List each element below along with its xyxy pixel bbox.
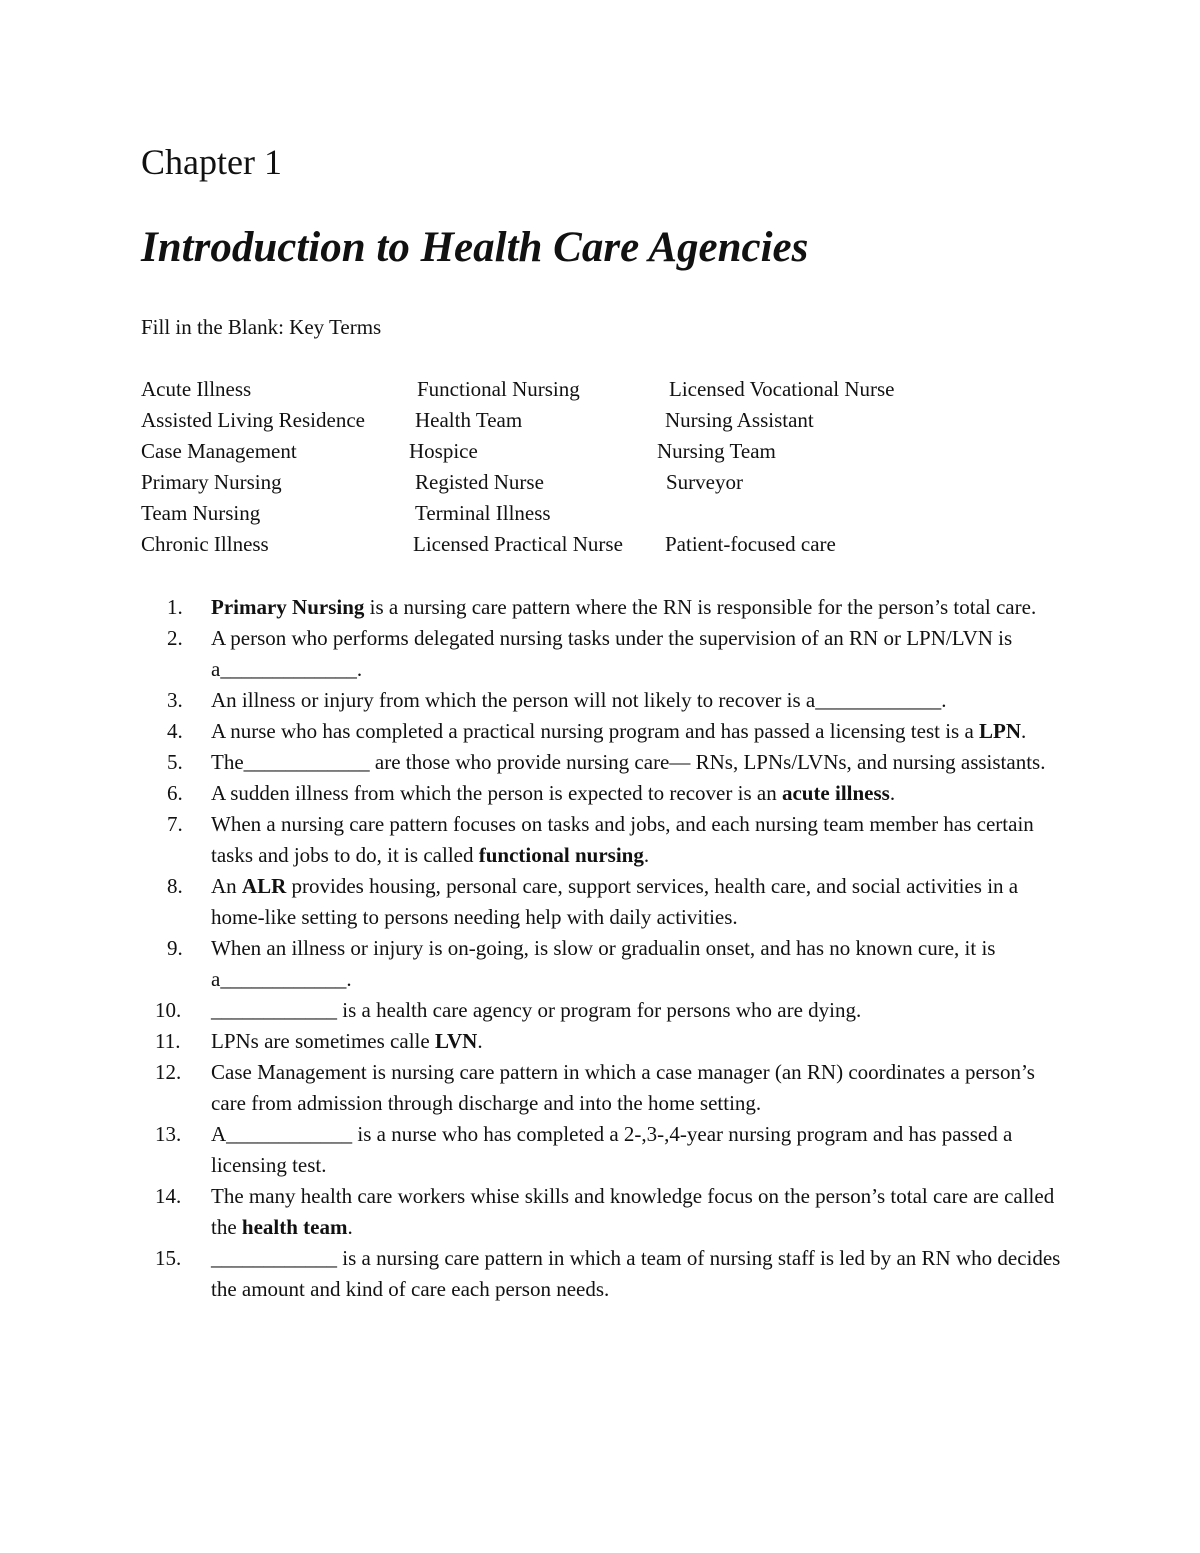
question-text-segment: A person who performs delegated nursing tasks under the supervision of an RN or LPN/LVN is a_____________. <box>211 626 1013 681</box>
chapter-label: Chapter 1 <box>141 142 282 182</box>
key-term: Health Team <box>415 408 523 432</box>
key-term: Terminal Illness <box>415 501 551 525</box>
question-item <box>141 778 1061 809</box>
question-text-segment: provides housing, personal care, support services, health care, and social activities in a home-like setting to persons needing help with daily activities. <box>211 874 1019 929</box>
question-text-segment: is a nursing care pattern where the RN is responsible for the person’s total care. <box>364 595 1037 619</box>
question-number: 7. <box>167 812 183 836</box>
question-text <box>211 812 1034 867</box>
answer-term: LVN <box>434 1029 478 1053</box>
question-text <box>211 750 1045 774</box>
question-item <box>141 1119 1061 1181</box>
question-number: 3. <box>167 688 183 712</box>
answer-term: Primary Nursing <box>211 595 365 619</box>
question-number: 9. <box>167 936 183 960</box>
question-text-segment: When a nursing care pattern focuses on tasks and jobs, and each nursing team member has certain tasks and jobs to do, it is called <box>211 812 1034 867</box>
question-text-segment: . <box>1021 719 1027 743</box>
question-number: 11. <box>155 1029 181 1053</box>
question-text <box>211 626 1012 681</box>
question-text <box>211 1246 1060 1301</box>
question-item <box>141 933 1061 995</box>
page-title: Introduction to Health Care Agencies <box>141 224 809 271</box>
key-term: Hospice <box>409 439 478 463</box>
question-text <box>211 1060 1035 1115</box>
section-heading: Fill in the Blank: Key Terms <box>141 315 382 339</box>
question-text-segment: When an illness or injury is on-going, is slow or gradualin onset, and has no known cure, it is a____________. <box>211 936 996 991</box>
question-text-segment: A____________ is a nurse who has completed a 2-,3-,4-year nursing program and has passed a licensing test. <box>211 1122 1013 1177</box>
question-text-segment: The many health care workers whise skills and knowledge focus on the person’s total care are called the <box>211 1184 1055 1239</box>
key-term: Licensed Practical Nurse <box>413 532 623 556</box>
question-text-segment: Case Management is nursing care pattern in which a case manager (an RN) coordinates a person’s care from admission through discharge and into the home setting. <box>211 1060 1035 1115</box>
key-term: Functional Nursing <box>417 377 580 401</box>
answer-term: functional nursing <box>478 843 644 867</box>
key-term: Acute Illness <box>141 377 252 401</box>
question-text-segment: An illness or injury from which the person will not likely to recover is a____________. <box>211 688 947 712</box>
question-text-segment: . <box>477 1029 483 1053</box>
question-item <box>141 1181 1061 1243</box>
question-text-segment: . <box>643 843 650 867</box>
question-text <box>211 874 1018 929</box>
question-text-segment: A sudden illness from which the person is expected to recover is an <box>211 781 782 805</box>
question-number: 14. <box>155 1184 182 1208</box>
question-list <box>141 592 1061 1305</box>
question-item <box>141 592 1061 623</box>
question-item <box>141 1057 1061 1119</box>
question-text-segment: . <box>347 1215 353 1239</box>
question-item <box>141 809 1061 871</box>
question-text-segment: The____________ are those who provide nursing care— RNs, LPNs/LVNs, and nursing assistants. <box>211 750 1046 774</box>
question-number: 6. <box>167 781 183 805</box>
question-number: 5. <box>167 750 183 774</box>
question-text <box>211 1184 1054 1239</box>
question-text <box>211 936 995 991</box>
question-item <box>141 871 1061 933</box>
question-number: 13. <box>155 1122 182 1146</box>
question-text-segment: ____________ is a nursing care pattern in which a team of nursing staff is led by an RN who decides the amount and kind of care each person needs. <box>211 1246 1061 1301</box>
question-text <box>211 781 895 805</box>
question-item <box>141 1026 1061 1057</box>
question-item <box>141 716 1061 747</box>
question-number: 1. <box>167 595 183 619</box>
key-term: Team Nursing <box>141 501 261 525</box>
question-text-segment: ____________ is a health care agency or program for persons who are dying. <box>211 998 862 1022</box>
key-term: Licensed Vocational Nurse <box>669 377 895 401</box>
key-term: Nursing Assistant <box>665 408 814 432</box>
answer-term: acute illness <box>781 781 890 805</box>
question-text <box>211 998 861 1022</box>
question-text-segment: An <box>211 874 242 898</box>
question-number: 12. <box>155 1060 182 1084</box>
question-text-segment: LPNs are sometimes calle <box>211 1029 435 1053</box>
answer-term: health team <box>241 1215 348 1239</box>
answer-term: ALR <box>241 874 287 898</box>
question-item <box>141 747 1061 778</box>
question-item <box>141 685 1061 716</box>
question-text-segment: . <box>889 781 896 805</box>
question-number: 4. <box>167 719 183 743</box>
key-term: Patient-focused care <box>665 532 836 556</box>
question-text <box>211 1122 1012 1177</box>
question-number: 15. <box>155 1246 182 1270</box>
question-text <box>211 595 1036 619</box>
question-number: 8. <box>167 874 183 898</box>
question-number: 2. <box>167 626 183 650</box>
key-term: Nursing Team <box>657 439 776 463</box>
key-term: Registed Nurse <box>415 470 544 494</box>
key-term: Primary Nursing <box>141 470 282 494</box>
question-text <box>211 688 946 712</box>
key-term: Assisted Living Residence <box>141 408 365 432</box>
question-item <box>141 995 1061 1026</box>
key-term: Case Management <box>141 439 297 463</box>
question-text <box>211 719 1026 743</box>
question-number: 10. <box>155 998 182 1022</box>
key-term: Chronic Illness <box>141 532 269 556</box>
key-term: Surveyor <box>666 470 743 494</box>
question-text-segment: A nurse who has completed a practical nursing program and has passed a licensing test is a <box>211 719 980 743</box>
question-item <box>141 1243 1061 1305</box>
question-item <box>141 623 1061 685</box>
answer-term: LPN <box>979 719 1022 743</box>
question-text <box>211 1029 483 1053</box>
